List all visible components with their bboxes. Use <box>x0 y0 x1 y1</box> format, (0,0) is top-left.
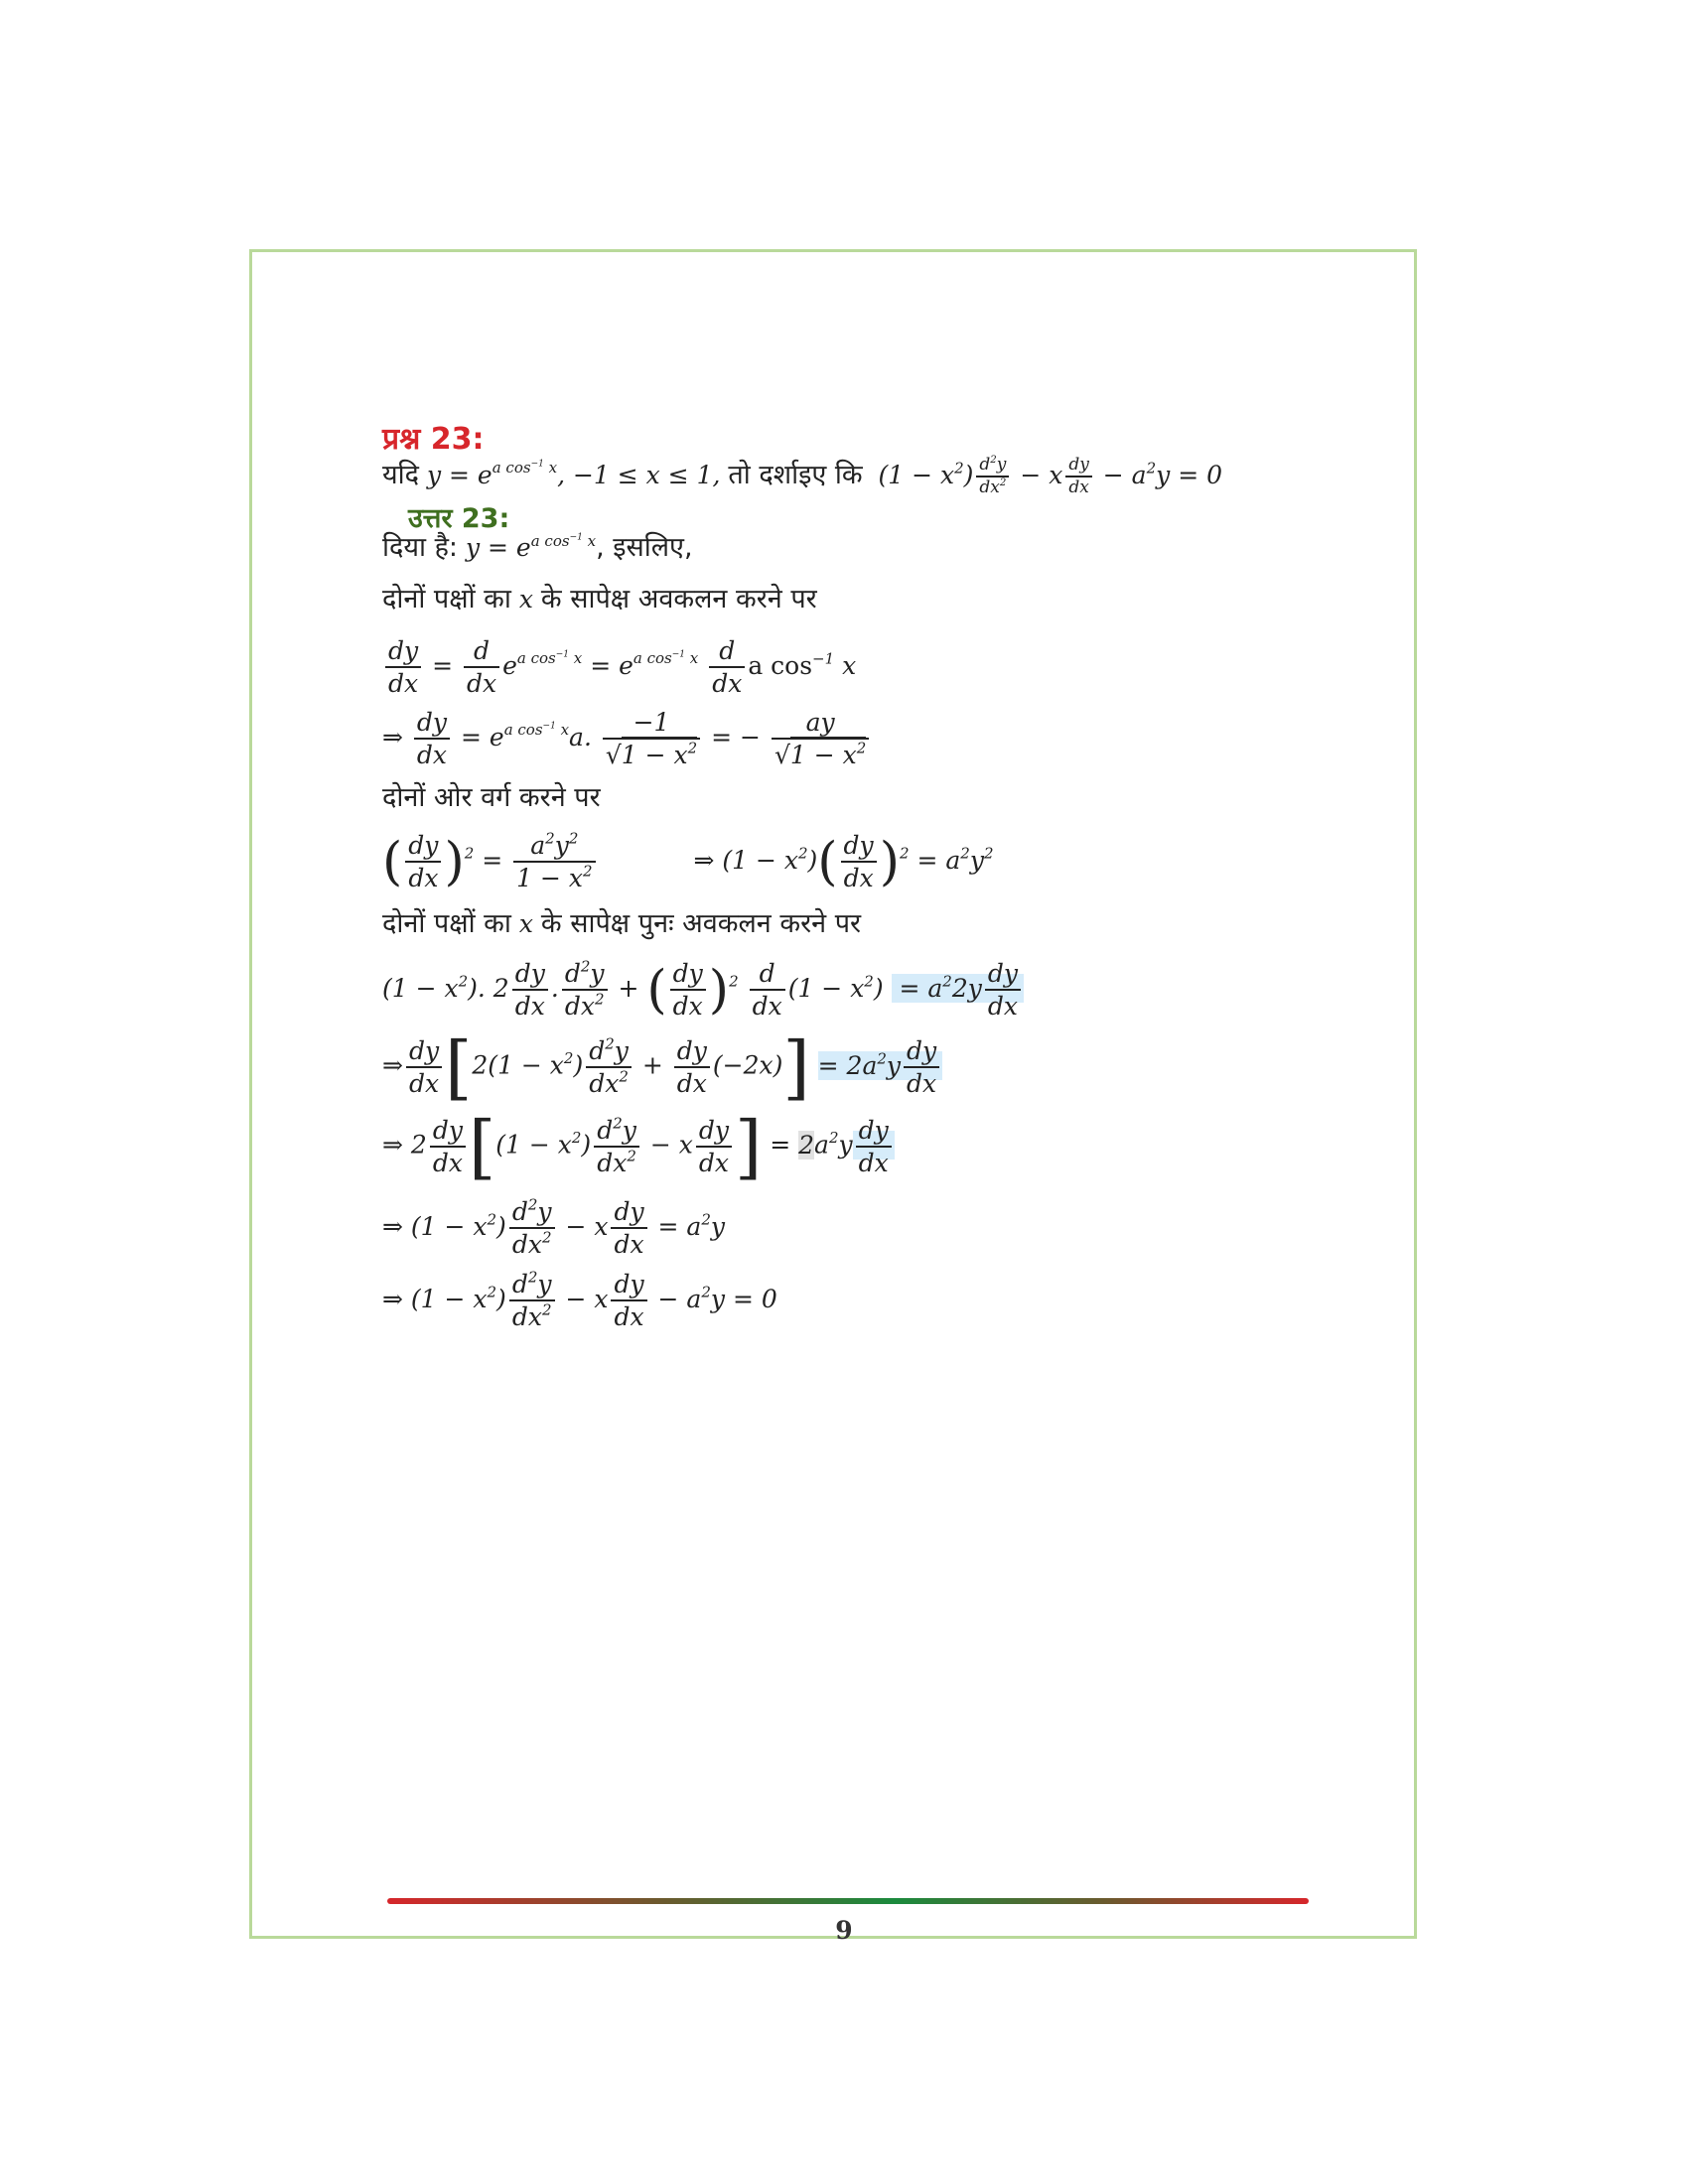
equation-y: $y = e^{a cos^{-1} x}$ <box>426 459 558 489</box>
step-differentiate-again: दोनों पक्षों का x के सापेक्ष पुनः अवकलन करने पर <box>382 908 862 939</box>
target-equation: $(1 - x^2)$ $\frac{d^2y}{dx^2}$ − x $\frac{dy}{dx}$ − $a^2y = 0$ <box>870 454 1222 498</box>
equation-second-derivative: $(1 - x^2)$. 2 $\frac{dy}{dx}$ . $\frac{d^2y}{dx^2}$ + ( $\frac{dy}{dx}$ )$^2$ $\frac{d}{dx}$ $(1 - x^2) = a^22y$ $\frac{dy}{dx}$ <box>382 958 1024 1023</box>
given-line: दिया है: $y = e^{a cos^{-1} x}$, इसलिए, <box>382 531 693 563</box>
equation-dydx: ⇒ $\frac{dy}{dx}$ = $e^{a cos^{-1} x}a$. $\frac{-1}{√1 - x^2}$ = − $\frac{ay}{√1 - x^2}$ <box>382 707 872 771</box>
answer-heading: उत्तर 23: <box>408 503 510 534</box>
equation-factor: ⇒ $\frac{dy}{dx}$ [$2(1 - x^2)$ $\frac{d^2y}{dx^2}$ + $\frac{dy}{dx}$ $(-2x)] = 2a^2y$ $\frac{dy}{dx}$ <box>382 1032 942 1102</box>
page-number: 9 <box>835 1916 853 1945</box>
step-square: दोनों ओर वर्ग करने पर <box>382 782 601 813</box>
question-heading: प्रश्न 23: <box>382 422 485 457</box>
equation-squared: ( $\frac{dy}{dx}$ )$^2$ = $\frac{a^2y^2}{1 - x^2}$ ⇒ $(1 - x^2)$( $\frac{dy}{dx}$ )$^2 = a^2y^2$ <box>382 829 994 893</box>
equation-derivative: $\frac{dy}{dx}$ = $\frac{d}{dx}$ $e^{a cos^{-1} x} = e^{a cos^{-1} x}$ $\frac{d}{dx}$ a $\cos^{-1} x$ <box>382 635 856 700</box>
footer-divider <box>387 1898 1309 1904</box>
question-statement: यदि $y = e^{a cos^{-1} x}$, −1 ≤ x ≤ 1, तो दर्शाइए कि $(1 - x^2)$ $\frac{d^2y}{dx^2}$ − x $\frac{dy}{dx}$ − $a^2y = 0$ <box>382 454 1222 498</box>
equation-simplify: ⇒ 2 $\frac{dy}{dx}$ [$(1 - x^2)$ $\frac{d^2y}{dx^2}$ − x $\frac{dy}{dx}$ ] = $2a^2y$ $\frac{dy}{dx}$ <box>382 1112 895 1181</box>
equation-final: ⇒ $(1 - x^2)$ $\frac{d^2y}{dx^2}$ − x $\frac{dy}{dx}$ − $a^2y = 0$ <box>382 1268 777 1332</box>
step-differentiate: दोनों पक्षों का x के सापेक्ष अवकलन करने पर <box>382 584 817 614</box>
equation-reduced: ⇒ $(1 - x^2)$ $\frac{d^2y}{dx^2}$ − x $\frac{dy}{dx}$ = $a^2y$ <box>382 1195 726 1260</box>
